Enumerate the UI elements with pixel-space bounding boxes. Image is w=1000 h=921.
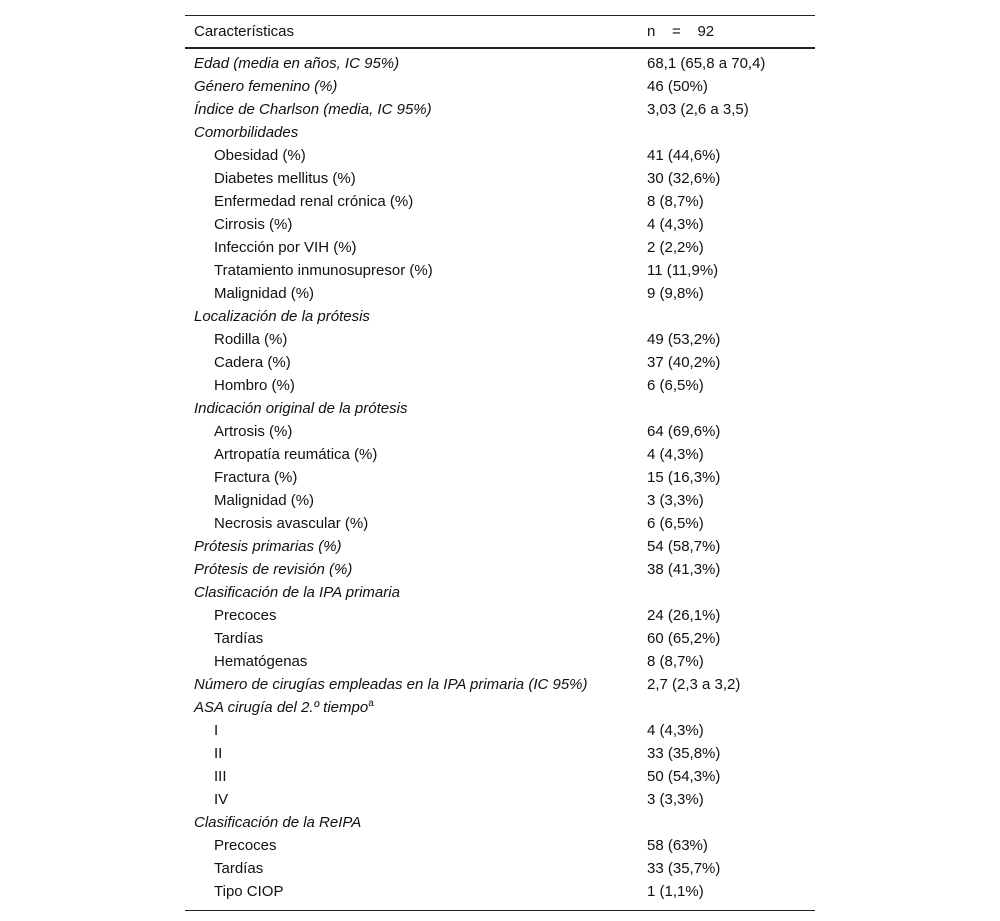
table-row (185, 696, 815, 719)
row-label-text: Prótesis primarias (%) (194, 538, 342, 555)
row-label-text: Malignidad (%) (214, 285, 315, 302)
row-category-label (185, 308, 647, 325)
table-row (185, 811, 815, 834)
row-subitem-label (185, 170, 647, 187)
row-value: 4 (4,3%) (647, 446, 704, 463)
row-label-text: Rodilla (%) (214, 331, 288, 348)
row-category-label (185, 814, 647, 831)
row-subitem-label (185, 653, 647, 670)
row-value: 46 (50%) (647, 78, 708, 95)
footnote-marker: a (368, 698, 374, 709)
row-label-text: Edad (media en años, IC 95%) (194, 55, 400, 72)
table-row (185, 788, 815, 811)
table-row (185, 581, 815, 604)
row-label-text: Género femenino (%) (194, 78, 338, 95)
row-label-text: Infección por VIH (%) (214, 239, 357, 256)
row-label-text: Diabetes mellitus (%) (214, 170, 356, 187)
table-row (185, 397, 815, 420)
table-row (185, 765, 815, 788)
row-category-label (185, 124, 647, 141)
table-row (185, 719, 815, 742)
row-label-text: Tipo CIOP (214, 883, 284, 900)
row-label-text: Necrosis avascular (%) (214, 515, 369, 532)
row-value: 37 (40,2%) (647, 354, 721, 371)
row-subitem-label (185, 745, 647, 762)
row-subitem-label (185, 354, 647, 371)
table-row (185, 880, 815, 903)
row-category-label (185, 584, 647, 601)
row-subitem-label (185, 860, 647, 877)
table-row (185, 328, 815, 351)
row-subitem-label (185, 193, 647, 210)
row-value: 2,7 (2,3 a 3,2) (647, 676, 741, 693)
table-row (185, 857, 815, 880)
row-label-text: Tardías (214, 860, 264, 877)
row-value: 8 (8,7%) (647, 653, 704, 670)
row-label-text: Precoces (214, 837, 277, 854)
table-row (185, 374, 815, 397)
row-category-label (185, 561, 647, 578)
row-label-text: Localización de la prótesis (194, 308, 370, 325)
header-sample-size: n = 92 (647, 23, 715, 40)
row-category-label (185, 538, 647, 555)
table-row (185, 190, 815, 213)
row-value: 64 (69,6%) (647, 423, 721, 440)
table-row (185, 443, 815, 466)
table-row (185, 167, 815, 190)
row-value: 58 (63%) (647, 837, 708, 854)
row-category-label (185, 55, 647, 72)
row-value: 3,03 (2,6 a 3,5) (647, 101, 749, 118)
row-subitem-label (185, 377, 647, 394)
row-subitem-label (185, 837, 647, 854)
row-label-text: Tardías (214, 630, 264, 647)
table-row (185, 604, 815, 627)
row-subitem-label (185, 515, 647, 532)
table-row (185, 351, 815, 374)
row-label-text: Cadera (%) (214, 354, 291, 371)
row-label-text: Número de cirugías empleadas en la IPA primaria (IC 95%) (194, 676, 588, 693)
row-value: 60 (65,2%) (647, 630, 721, 647)
table-row (185, 259, 815, 282)
row-value: 54 (58,7%) (647, 538, 721, 555)
row-label-text: Tratamiento inmunosupresor (%) (214, 262, 433, 279)
row-subitem-label (185, 492, 647, 509)
table-header-row (185, 16, 815, 47)
row-value: 6 (6,5%) (647, 377, 704, 394)
row-value: 38 (41,3%) (647, 561, 721, 578)
row-subitem-label (185, 469, 647, 486)
row-subitem-label (185, 216, 647, 233)
row-category-label (185, 101, 647, 118)
header-characteristics: Características (194, 23, 295, 40)
row-label-text: Comorbilidades (194, 124, 299, 141)
row-category-label (185, 78, 647, 95)
row-value: 4 (4,3%) (647, 722, 704, 739)
row-label-text: II (214, 745, 223, 762)
row-value: 6 (6,5%) (647, 515, 704, 532)
row-value: 68,1 (65,8 a 70,4) (647, 55, 766, 72)
table-bottom-rule (185, 910, 815, 911)
row-value: 4 (4,3%) (647, 216, 704, 233)
row-value: 8 (8,7%) (647, 193, 704, 210)
row-value: 9 (9,8%) (647, 285, 704, 302)
row-value: 15 (16,3%) (647, 469, 721, 486)
table-row (185, 489, 815, 512)
row-label-text: III (214, 768, 227, 785)
row-label-text: ASA cirugía del 2.º tiempo (194, 699, 369, 716)
row-category-label (185, 400, 647, 417)
row-label-text: Artrosis (%) (214, 423, 293, 440)
row-subitem-label (185, 262, 647, 279)
table-row (185, 650, 815, 673)
table-row (185, 420, 815, 443)
row-subitem-label (185, 607, 647, 624)
row-label-text: Índice de Charlson (media, IC 95%) (194, 101, 432, 118)
row-value: 2 (2,2%) (647, 239, 704, 256)
row-value: 41 (44,6%) (647, 147, 721, 164)
row-subitem-label (185, 768, 647, 785)
table-row (185, 742, 815, 765)
table-row (185, 627, 815, 650)
row-value: 11 (11,9%) (647, 262, 719, 279)
row-label-text: Obesidad (%) (214, 147, 306, 164)
row-subitem-label (185, 446, 647, 463)
row-value: 3 (3,3%) (647, 791, 704, 808)
row-value: 30 (32,6%) (647, 170, 721, 187)
row-label-text: Artropatía reumática (%) (214, 446, 378, 463)
table-row (185, 512, 815, 535)
row-value: 49 (53,2%) (647, 331, 721, 348)
table-row (185, 282, 815, 305)
row-subitem-label (185, 791, 647, 808)
table-row (185, 673, 815, 696)
row-label-text: Prótesis de revisión (%) (194, 561, 353, 578)
row-label-text: Hematógenas (214, 653, 308, 670)
table-row (185, 98, 815, 121)
table-body (185, 49, 815, 910)
table-row (185, 305, 815, 328)
table-row (185, 52, 815, 75)
row-category-label (185, 676, 647, 693)
table-row (185, 558, 815, 581)
table-row (185, 236, 815, 259)
table-row (185, 213, 815, 236)
row-subitem-label (185, 239, 647, 256)
row-subitem-label (185, 883, 647, 900)
row-subitem-label (185, 331, 647, 348)
row-label-text: I (214, 722, 219, 739)
row-value: 33 (35,7%) (647, 860, 721, 877)
table-row (185, 466, 815, 489)
row-label-text: Indicación original de la prótesis (194, 400, 408, 417)
row-value: 24 (26,1%) (647, 607, 721, 624)
row-label-text: Clasificación de la IPA primaria (194, 584, 400, 601)
row-value: 1 (1,1%) (647, 883, 704, 900)
row-subitem-label (185, 423, 647, 440)
table-row (185, 144, 815, 167)
row-label-text: IV (214, 791, 229, 808)
row-value: 3 (3,3%) (647, 492, 704, 509)
row-label-text: Cirrosis (%) (214, 216, 293, 233)
row-label-text: Clasificación de la ReIPA (194, 814, 362, 831)
row-value: 50 (54,3%) (647, 768, 721, 785)
row-category-label (185, 699, 647, 716)
row-label-text: Enfermedad renal crónica (%) (214, 193, 414, 210)
table-row (185, 834, 815, 857)
row-label-text: Fractura (%) (214, 469, 298, 486)
table-row (185, 75, 815, 98)
row-subitem-label (185, 147, 647, 164)
table-row (185, 121, 815, 144)
row-subitem-label (185, 285, 647, 302)
table-row (185, 535, 815, 558)
row-value: 33 (35,8%) (647, 745, 721, 762)
row-subitem-label (185, 630, 647, 647)
row-subitem-label (185, 722, 647, 739)
row-label-text: Malignidad (%) (214, 492, 315, 509)
row-label-text: Hombro (%) (214, 377, 295, 394)
row-label-text: Precoces (214, 607, 277, 624)
characteristics-table (185, 15, 815, 911)
